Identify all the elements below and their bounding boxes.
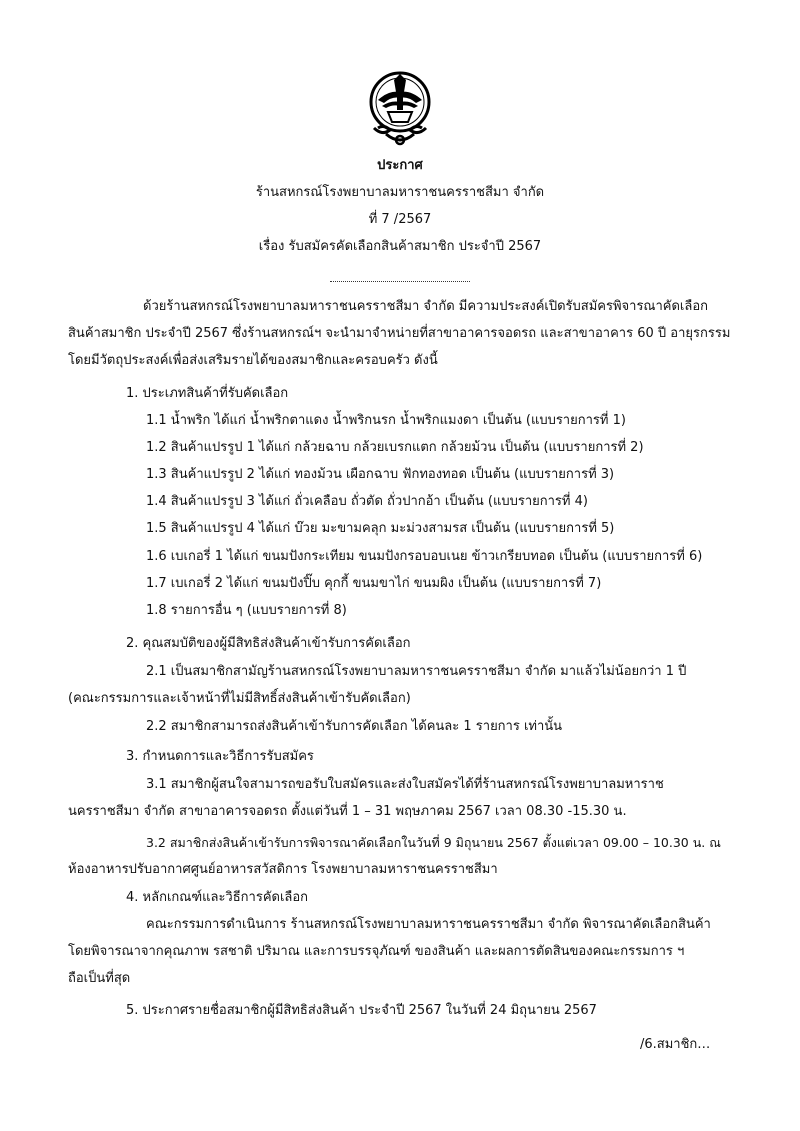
paragraph-line: (คณะกรรมการและเจ้าหน้าที่ไม่มีสิทธิ์ส่งสินค้าเข้ารับคัดเลือก) <box>68 691 411 706</box>
section-heading: 4. หลักเกณฑ์และวิธีการคัดเลือก <box>126 890 309 905</box>
paragraph-line: 2.2 สมาชิกสามารถส่งสินค้าเข้ารับการคัดเลือก ได้คนละ 1 รายการ เท่านั้น <box>146 719 563 734</box>
paragraph-line: ห้องอาหารปรับอากาศศูนย์อาหารสวัสดิการ โรงพยาบาลมหาราชนครราชสีมา <box>68 862 498 877</box>
paragraph-line: ถือเป็นที่สุด <box>68 971 131 986</box>
list-item: 1.4 สินค้าแปรรูป 3 ได้แก่ ถั่วเคลือบ ถั่วตัด ถั่วปากอ้า เป็นต้น (แบบรายการที่ 4) <box>146 494 588 509</box>
page-title: ประกาศ <box>377 158 423 173</box>
separator-dots <box>330 281 470 282</box>
section-heading: 2. คุณสมบัติของผู้มีสิทธิส่งสินค้าเข้ารับการคัดเลือก <box>126 636 411 651</box>
list-item: 1.6 เบเกอรี่ 1 ได้แก่ ขนมปังกระเทียม ขนมปังกรอบอบเนย ข้าวเกรียบทอด เป็นต้น (แบบรายการที่ 6) <box>146 549 703 564</box>
intro-line: ด้วยร้านสหกรณ์โรงพยาบาลมหาราชนครราชสีมา จำกัด มีความประสงค์เปิดรับสมัครพิจารณาคัดเลือก <box>143 299 709 314</box>
intro-line: โดยมีวัตถุประสงค์เพื่อส่งเสริมรายได้ของสมาชิกและครอบครัว ดังนี้ <box>68 353 438 368</box>
paragraph-line: คณะกรรมการดำเนินการ ร้านสหกรณ์โรงพยาบาลมหาราชนครราชสีมา จำกัด พิจารณาคัดเลือกสินค้า <box>146 917 711 932</box>
continuation-marker: /6.สมาชิก… <box>640 1037 711 1052</box>
paragraph-line: 3.2 สมาชิกส่งสินค้าเข้ารับการพิจารณาคัดเลือกในวันที่ 9 มิถุนายน 2567 ตั้งแต่เวลา 09.00 – 10.30 น. ณ <box>146 835 721 850</box>
section-heading: 3. กำหนดการและวิธีการรับสมัคร <box>126 749 314 764</box>
announcement-subject: เรื่อง รับสมัครคัดเลือกสินค้าสมาชิก ประจำปี 2567 <box>258 239 542 254</box>
organization-name: ร้านสหกรณ์โรงพยาบาลมหาราชนครราชสีมา จำกัด <box>255 185 545 200</box>
list-item: 1.2 สินค้าแปรรูป 1 ได้แก่ กล้วยฉาบ กล้วยเบรกแตก กล้วยม้วน เป็นต้น (แบบรายการที่ 2) <box>146 440 644 455</box>
section-heading: 1. ประเภทสินค้าที่รับคัดเลือก <box>126 386 289 401</box>
paragraph-line: 2.1 เป็นสมาชิกสามัญร้านสหกรณ์โรงพยาบาลมหาราชนครราชสีมา จำกัด มาแล้วไม่น้อยกว่า 1 ปี <box>146 664 687 679</box>
cooperative-emblem-icon <box>364 70 436 150</box>
list-item: 1.5 สินค้าแปรรูป 4 ได้แก่ บ๊วย มะขามคลุก มะม่วงสามรส เป็นต้น (แบบรายการที่ 5) <box>146 521 615 536</box>
announcement-number: ที่ 7 /2567 <box>368 212 432 227</box>
list-item: 1.7 เบเกอรี่ 2 ได้แก่ ขนมปังปิ๊บ คุกกี้ ขนมขาไก่ ขนมผิง เป็นต้น (แบบรายการที่ 7) <box>146 576 602 591</box>
intro-line: สินค้าสมาชิก ประจำปี 2567 ซึ่งร้านสหกรณ์ฯ จะนำมาจำหน่ายที่สาขาอาคารจอดรถ และสาขาอาคาร 60 ปี อายุรกรรม <box>68 326 731 341</box>
list-item: 1.3 สินค้าแปรรูป 2 ได้แก่ ทองม้วน เผือกฉาบ ฟักทองทอด เป็นต้น (แบบรายการที่ 3) <box>146 467 615 482</box>
paragraph-line: 3.1 สมาชิกผู้สนใจสามารถขอรับใบสมัครและส่งใบสมัครได้ที่ร้านสหกรณ์โรงพยาบาลมหาราช <box>146 777 664 792</box>
list-item: 1.8 รายการอื่น ๆ (แบบรายการที่ 8) <box>146 603 347 618</box>
paragraph-line: นครราชสีมา จำกัด สาขาอาคารจอดรถ ตั้งแต่วันที่ 1 – 31 พฤษภาคม 2567 เวลา 08.30 -15.30 น. <box>68 804 627 819</box>
section-heading: 5. ประกาศรายชื่อสมาชิกผู้มีสิทธิส่งสินค้า ประจำปี 2567 ในวันที่ 24 มิถุนายน 2567 <box>126 1003 597 1018</box>
list-item: 1.1 น้ำพริก ได้แก่ น้ำพริกตาแดง น้ำพริกนรก น้ำพริกแมงดา เป็นต้น (แบบรายการที่ 1) <box>146 413 626 428</box>
paragraph-line: โดยพิจารณาจากคุณภาพ รสชาติ ปริมาณ และการบรรจุภัณฑ์ ของสินค้า และผลการตัดสินของคณะกรรมการ ฯ <box>68 944 685 959</box>
